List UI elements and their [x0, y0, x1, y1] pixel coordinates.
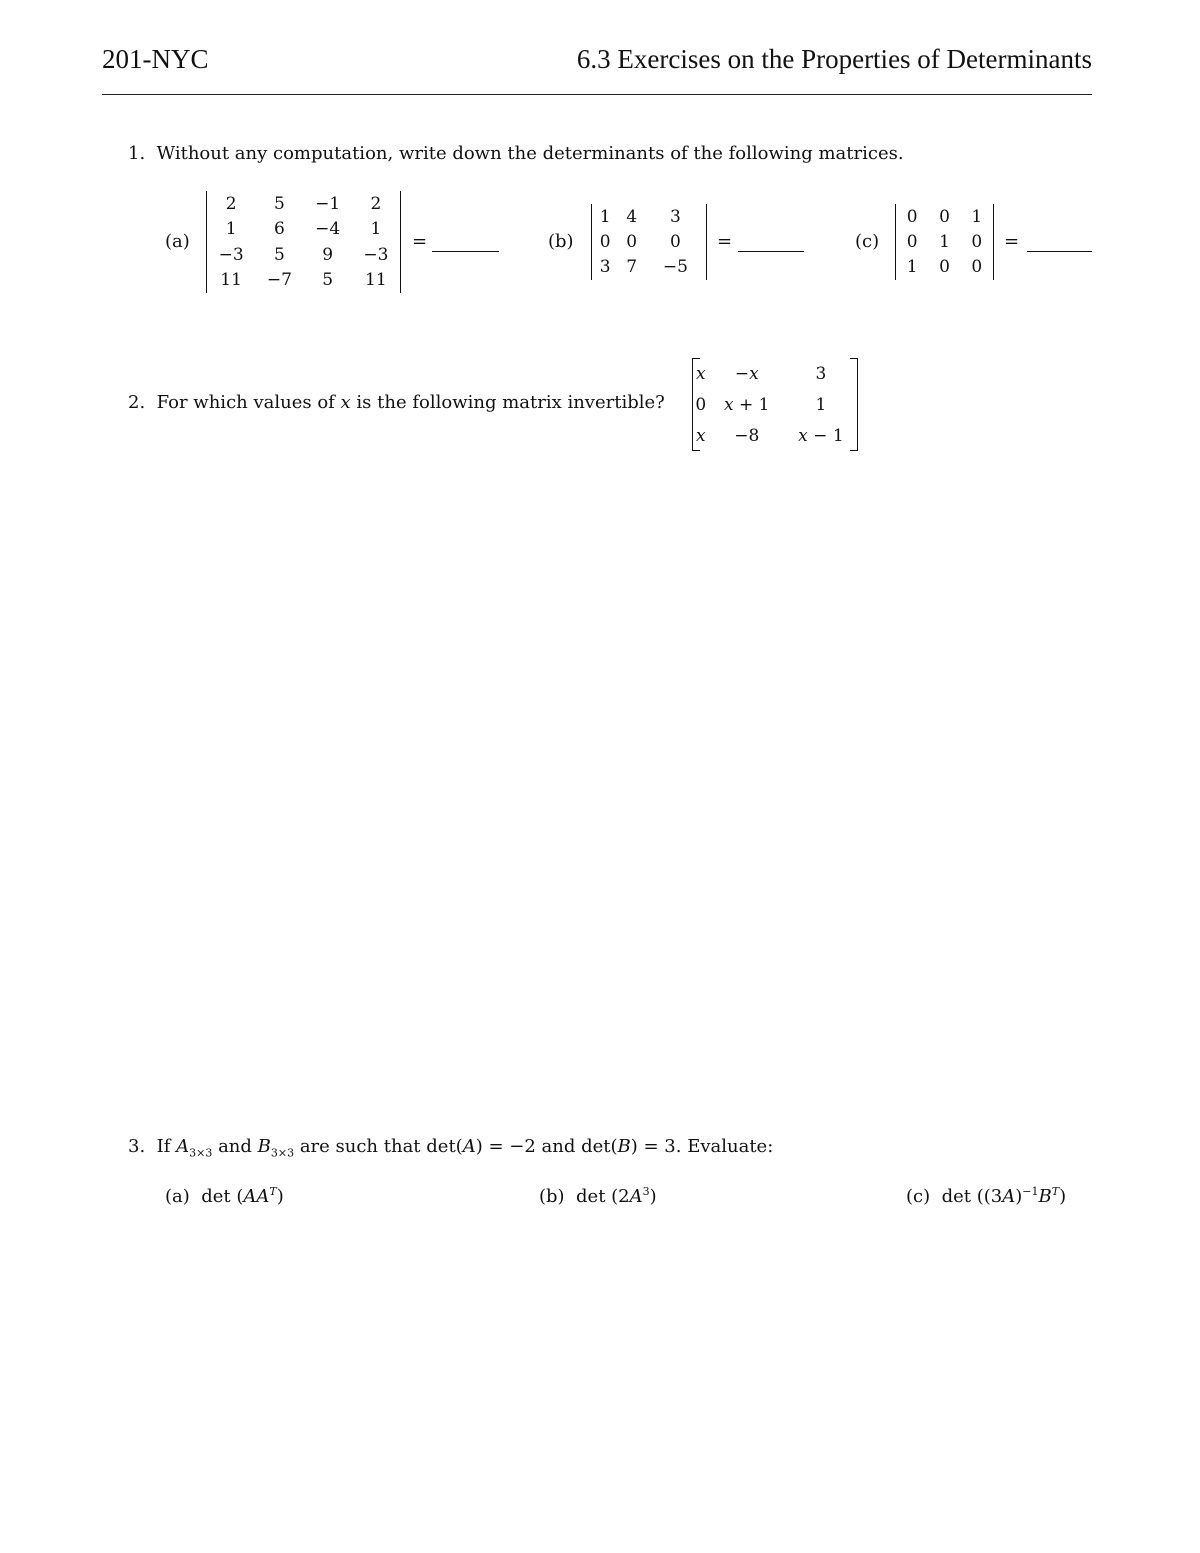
q1a-matrix-cell: −1 [315, 193, 341, 214]
q2-prompt-pre: For which values of [156, 392, 341, 413]
q1c-label: (c) [855, 231, 880, 252]
q1b-matrix-cell: 1 [599, 206, 611, 227]
q1a-equals: = [412, 231, 428, 252]
q2-matrix-row [692, 420, 858, 451]
q3a-label: (a) [165, 1186, 190, 1207]
q1a-matrix-cell: 5 [322, 270, 334, 291]
q1b-matrix-cell: 3 [670, 206, 681, 227]
q1b-matrix-row [592, 255, 706, 280]
q1-number: 1. [128, 143, 146, 164]
q1b-matrix [592, 204, 706, 280]
q1c-matrix-cell: 0 [971, 257, 983, 278]
q2-matrix-cell: x − 1 [798, 425, 844, 446]
q2-number: 2. [128, 392, 146, 413]
q1c-matrix-row [896, 204, 993, 229]
q1c-matrix-row [896, 229, 993, 254]
q1c-answer-blank[interactable] [1027, 251, 1092, 252]
q2-matrix-table [692, 358, 858, 451]
q1b-matrix-cell: 3 [599, 257, 611, 278]
q1a-matrix-row [207, 217, 400, 243]
q1b-matrix-cell: 0 [599, 231, 611, 252]
q1b-matrix-cell: −5 [662, 257, 688, 278]
q2-matrix-row [692, 358, 858, 389]
q3a [165, 1185, 284, 1207]
q1a-label: (a) [165, 231, 190, 252]
q3c [906, 1185, 1066, 1207]
q2-variable: x [340, 392, 351, 413]
q1c-matrix-cell: 0 [939, 257, 950, 278]
q1c-equals: = [1004, 231, 1020, 252]
q2-matrix-cell: 3 [815, 363, 827, 384]
q1a-matrix-row [207, 268, 400, 294]
q1c-determinant [895, 204, 994, 280]
header-rule [102, 94, 1092, 95]
q1c-matrix-cell: 0 [906, 206, 918, 227]
q1c-matrix-cell: 0 [971, 231, 983, 252]
q1b-matrix-cell: 0 [670, 231, 681, 252]
q2-matrix-cell: −x [734, 363, 759, 384]
q2-matrix-cell: x + 1 [724, 394, 770, 415]
q1a-matrix-cell: 9 [322, 244, 334, 265]
q1a-matrix-cell: −3 [363, 244, 389, 265]
q1a-matrix-cell: 5 [273, 244, 285, 265]
q1a-determinant [206, 191, 401, 293]
q1b-label: (b) [548, 231, 574, 252]
course-code: 201-NYC [102, 44, 209, 74]
q1b-determinant [591, 204, 707, 280]
q3c-expr: $\det ((3A)^{-1}B^T)$ [941, 1185, 1067, 1207]
q2-matrix [692, 358, 858, 451]
q2-text [128, 392, 665, 413]
q3c-label: (c) [906, 1186, 931, 1207]
q1c-matrix-cell: 0 [906, 231, 918, 252]
q2-prompt-post: is the following matrix invertible? [350, 392, 665, 413]
q1c-matrix-cell: 1 [939, 231, 950, 252]
q2-matrix-cell: 1 [815, 394, 827, 415]
q1a-matrix-cell: 11 [365, 270, 387, 291]
q3b-label: (b) [539, 1186, 565, 1207]
q1b-matrix-cell: 4 [626, 206, 638, 227]
q1-prompt: Without any computation, write down the determinants of the following matrices. [156, 143, 904, 164]
q1a-matrix-cell: −4 [315, 219, 341, 240]
q1a-matrix-cell: 11 [220, 270, 242, 291]
q2-matrix-cell: x [696, 363, 706, 384]
q1a-matrix-cell: −7 [266, 270, 292, 291]
q1c-matrix-row [896, 255, 993, 280]
q1a-matrix-row [207, 191, 400, 217]
page-title: 6.3 Exercises on the Properties of Determinants [576, 44, 1092, 74]
q1c-matrix-cell: 0 [939, 206, 950, 227]
q1b-matrix-row [592, 229, 706, 254]
q1a-matrix-cell: 6 [273, 219, 285, 240]
q3b-expr: $\det (2A^3)$ [576, 1185, 657, 1207]
q1c-matrix-cell: 1 [906, 257, 918, 278]
q1-text [128, 143, 904, 164]
q1b-answer-blank[interactable] [738, 251, 804, 252]
q1a-matrix-cell: 2 [225, 193, 237, 214]
q1a-matrix-cell: 5 [273, 193, 285, 214]
q1b-equals: = [717, 231, 733, 252]
q3a-expr: $\det (AA^T)$ [201, 1185, 284, 1207]
q1b-matrix-cell: 0 [626, 231, 638, 252]
q1a-matrix-cell: 1 [370, 219, 382, 240]
q3-number: 3. [128, 1136, 146, 1157]
q1b-matrix-row [592, 204, 706, 229]
q2-matrix-cell: 0 [695, 394, 707, 415]
q1a-matrix-cell: 1 [225, 219, 237, 240]
q3-text: 3. If $A_{3\times 3}$ and $B_{3\times 3}$ are such that det(A) = −2 and det(B) = 3. Evaluate: [128, 1136, 774, 1160]
q1c-matrix-cell: 1 [971, 206, 983, 227]
q1a-answer-blank[interactable] [432, 251, 499, 252]
q2-matrix-row [692, 389, 858, 420]
q1a-matrix [207, 191, 400, 293]
q1c-matrix [896, 204, 993, 280]
q1a-matrix-row [207, 242, 400, 268]
q2-matrix-cell: x [696, 425, 706, 446]
q2-matrix-cell: −8 [734, 425, 760, 446]
q1a-matrix-cell: −3 [218, 244, 244, 265]
q1b-matrix-cell: 7 [626, 257, 638, 278]
q1a-matrix-cell: 2 [370, 193, 382, 214]
q3b [539, 1185, 657, 1207]
